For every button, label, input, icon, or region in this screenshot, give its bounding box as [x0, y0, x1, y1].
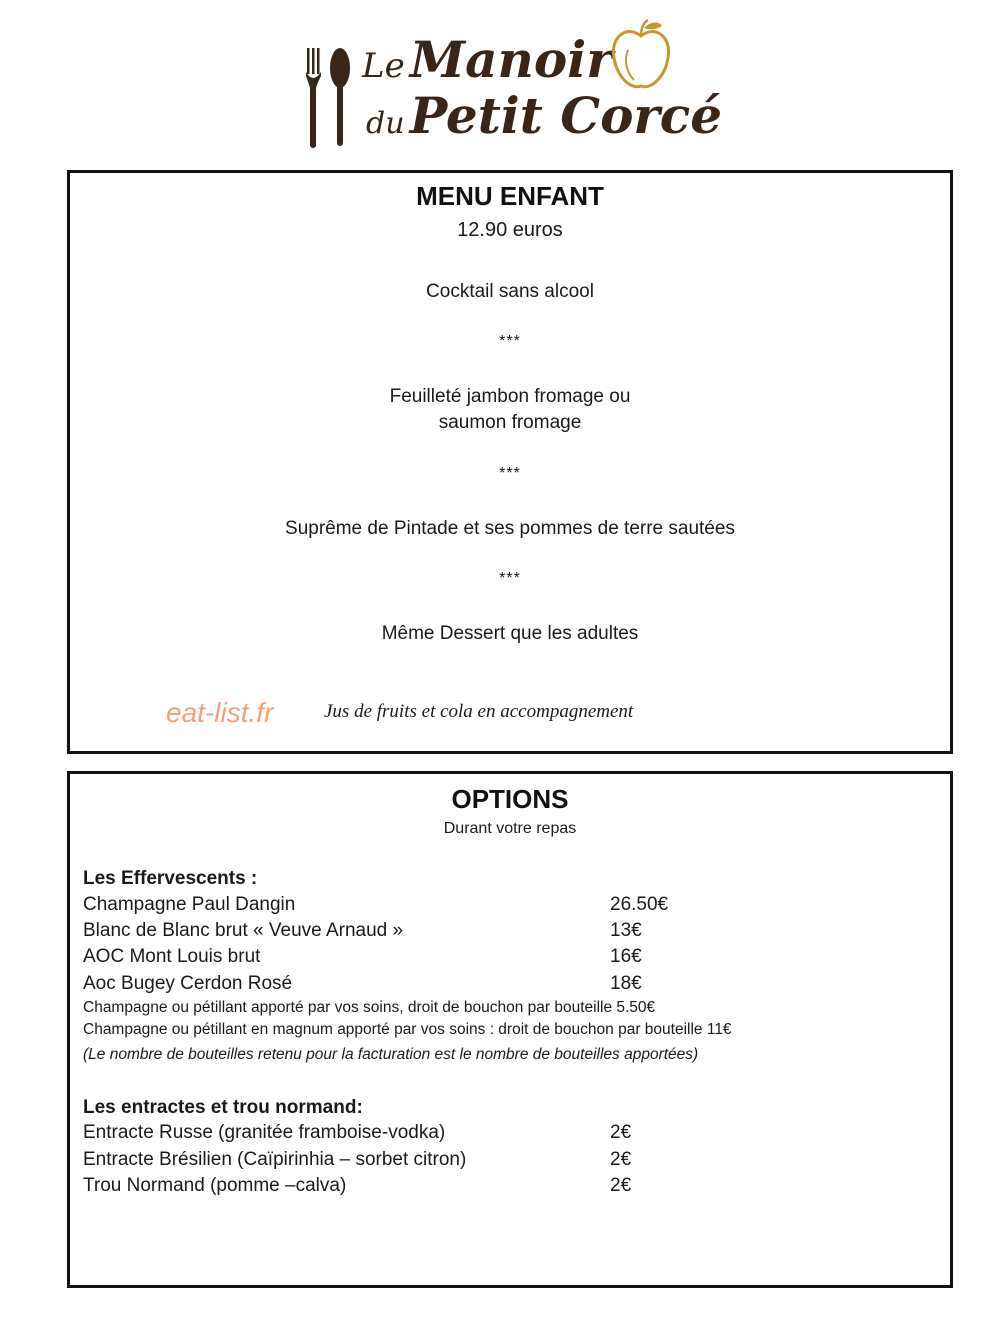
kids-menu-note: Jus de fruits et cola en accompagnement [324, 701, 634, 722]
list-item: Entracte Russe (granitée framboise-vodka) [83, 1122, 446, 1143]
separator: *** [499, 570, 521, 587]
logo-line-1 [362, 30, 613, 89]
list-item: Aoc Bugey Cerdon Rosé [83, 973, 293, 994]
list-item: Blanc de Blanc brut « Veuve Arnaud » [83, 920, 404, 941]
logo-word-petit-corce: Petit Corcé [409, 86, 723, 145]
entractes-heading: Les entractes et trou normand: [83, 1097, 363, 1118]
kids-menu-dessert: Même Dessert que les adultes [381, 623, 639, 644]
list-item: Trou Normand (pomme –calva) [83, 1175, 347, 1196]
item-price: 16€ [610, 946, 642, 967]
watermark: eat-list.fr [166, 697, 274, 728]
options-subtitle: Durant votre repas [443, 820, 577, 837]
logo-word-du: du [366, 106, 405, 141]
kids-menu-panel [67, 170, 953, 754]
separator: *** [499, 465, 521, 482]
kids-menu-price: 12.90 euros [457, 219, 563, 241]
corkage-magnum-note: Champagne ou pétillant en magnum apporté par vos soins : droit de bouchon par bouteille 11€ [83, 1021, 732, 1038]
options-panel [67, 771, 953, 1288]
restaurant-logo [300, 14, 723, 154]
item-price: 2€ [610, 1122, 632, 1143]
kids-menu-starter-line1: Feuilleté jambon fromage ou [389, 386, 631, 407]
list-item: AOC Mont Louis brut [83, 946, 261, 967]
effervescents-heading: Les Effervescents : [83, 868, 258, 889]
item-price: 13€ [610, 920, 642, 941]
item-price: 26.50€ [610, 894, 669, 915]
apple-icon [608, 16, 674, 96]
logo-word-le: Le [362, 46, 405, 86]
options-title: OPTIONS [451, 784, 569, 814]
cutlery-icon [304, 44, 354, 150]
kids-menu-starter-line2: saumon fromage [438, 412, 582, 433]
kids-menu-title: MENU ENFANT [416, 181, 604, 211]
separator: *** [499, 333, 521, 350]
item-price: 18€ [610, 973, 642, 994]
item-price: 2€ [610, 1175, 632, 1196]
billing-footnote: (Le nombre de bouteilles retenu pour la facturation est le nombre de bouteilles apportées) [83, 1046, 699, 1063]
item-price: 2€ [610, 1149, 632, 1170]
list-item: Champagne Paul Dangin [83, 894, 296, 915]
kids-menu-drink: Cocktail sans alcool [426, 281, 594, 302]
list-item: Entracte Brésilien (Caïpirinhia – sorbet citron) [83, 1149, 467, 1170]
corkage-note: Champagne ou pétillant apporté par vos soins, droit de bouchon par bouteille 5.50€ [83, 999, 656, 1016]
kids-menu-main: Suprême de Pintade et ses pommes de terre sautées [285, 518, 735, 539]
logo-word-manoir: Manoir [409, 30, 613, 89]
